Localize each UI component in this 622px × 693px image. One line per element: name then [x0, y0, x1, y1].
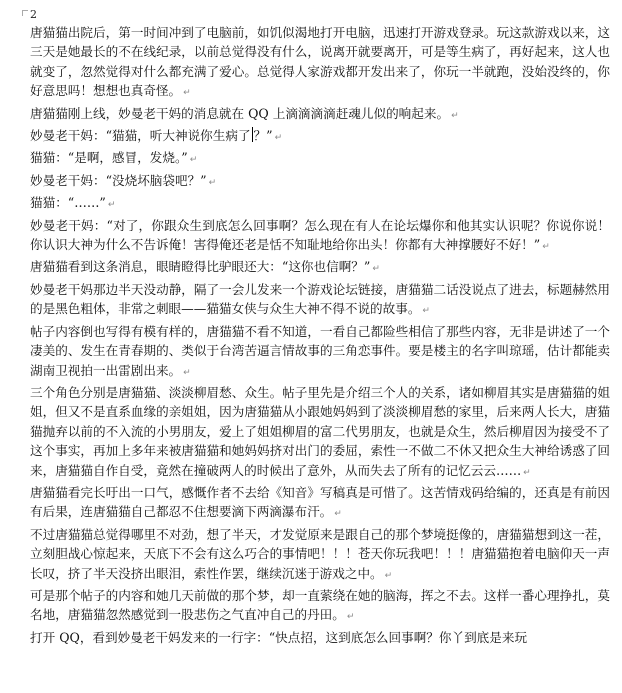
paragraph-mark-icon: ↵: [422, 306, 430, 317]
paragraph-text: 唐猫猫刚上线，妙曼老干妈的消息就在 QQ 上滴滴滴滴赶魂儿似的响起来。: [30, 105, 450, 121]
paragraph-mark-icon: ↵: [189, 155, 198, 166]
paragraph-text: 打开 QQ，看到妙曼老干妈发来的一行字：“快点招，这到底怎么回事啊？你丫到底是来玩: [30, 629, 528, 645]
paragraph: [30, 23, 610, 104]
paragraph-mark-icon: ↵: [107, 200, 116, 211]
paragraph: [30, 525, 610, 586]
paragraph: [30, 483, 610, 525]
document-body[interactable]: [30, 23, 610, 647]
paragraph: [30, 280, 610, 322]
paragraph: [30, 628, 610, 647]
paragraph-mark-icon: ↵: [523, 467, 531, 478]
paragraph: [30, 216, 610, 258]
paragraph-text: 帖子内容倒也写得有模有样的，唐猫猫不看不知道，一看自己都险些相信了那些内容，无非是讲述了一个凄美的、发生在青春期的、类似于台湾苦逼言情故事的三角恋事件。要是楼主的名字叫琼瑶，估计都能卖湖南卫视拍一出雷剧出来。: [30, 323, 610, 378]
paragraph-text: 妙曼老干妈：“猫猫，听大神说你生病了: [30, 128, 251, 144]
paragraph-text: 唐猫猫看到这条消息，眼睛瞪得比驴眼还大：“这你也信啊？”: [30, 259, 371, 275]
paragraph: [30, 257, 610, 279]
paragraph-text: 可是那个帖子的内容和她几天前做的那个梦，却一直萦绕在她的脑海，挥之不去。这样一番心理挣扎，莫名地，唐猫猫忽然感觉到一股悲伤之气直冲自己的丹田。: [30, 587, 610, 623]
paragraph-text: 猫猫：“……”: [30, 195, 106, 211]
paragraph: [30, 104, 610, 126]
paragraph-text: 唐猫猫出院后，第一时间冲到了电脑前，如饥似渴地打开电脑，迅速打开游戏登录。玩这款游戏以来，这三天是她最长的不在线纪录，以前总觉得没有什么，说离开就要离开，可是等生病了，再好起来，这人也就变了，忽然觉得对什么都充满了爱心。总觉得人家游戏都开发出来了，你玩一半就跑，没始没终的，你好意思吗！想想也真奇怪。: [30, 25, 610, 99]
paragraph-text: 唐猫猫看完长吁出一口气，感慨作者不去给《知音》写稿真是可惜了。这苦情戏码给编的，还真是有前因有后果，连唐猫猫自己都忍不住想要滴下两滴瀑布汗。: [30, 484, 610, 520]
paragraph: [30, 322, 610, 383]
page-number: 2: [30, 8, 37, 21]
paragraph-text: 妙曼老干妈：“对了，你跟众生到底怎么回事啊？怎么现在有人在论坛爆你和他其实认识呢？你说你说！你认识大神为什么不告诉俺！害得俺还老是恬不知耻地给你出头！你都有大神撑腰好不好！”: [30, 217, 610, 253]
paragraph-mark-icon: ↵: [451, 110, 459, 121]
paragraph-mark-icon: ↵: [542, 242, 550, 253]
paragraph-mark-icon: ↵: [372, 264, 380, 275]
paragraph-mark-icon: ↵: [183, 88, 191, 99]
text-cursor: [252, 127, 253, 142]
paragraph-mark-icon: ↵: [334, 509, 342, 520]
paragraph: [30, 193, 610, 215]
paragraph-mark-icon: ↵: [346, 612, 355, 623]
paragraph-mark-icon: ↵: [274, 133, 283, 144]
margin-corner-mark: [22, 10, 28, 16]
paragraph-text: 妙曼老干妈：“没烧坏脑袋吧？”: [30, 172, 207, 188]
paragraph-text: 妙曼老干妈那边半天没动静，隔了一会儿发来一个游戏论坛链接，唐猫猫二话没说点了进去，标题赫然用的是黑色粗体，非常之刺眼——猫猫女侠与众生大神不得不说的故事。: [30, 281, 610, 317]
paragraph-mark-icon: ↵: [183, 367, 191, 378]
paragraph-text-tail: ？”: [253, 128, 273, 144]
paragraph-mark-icon: ↵: [384, 570, 393, 581]
paragraph: [30, 171, 610, 193]
paragraph: [30, 126, 610, 148]
paragraph-text: 不过唐猫猫总觉得哪里不对劲，想了半天，才发觉原来是跟自己的那个梦境挺像的，唐猫猫想到这一茬，立刻胆战心惊起来，天底下不会有这么巧合的事情吧！！！苍天你玩我吧！！！唐猫猫抱着电脑仰天一声长叹，挤了半天没挤出眼泪，索性作罢，继续沉迷于游戏之中。: [30, 526, 610, 581]
paragraph-text: 三个角色分别是唐猫猫、淡淡柳眉愁、众生。帖子里先是介绍三个人的关系，诸如柳眉其实是唐猫猫的姐姐，但又不是直系血缘的亲姐姐，因为唐猫猫从小跟她妈妈到了淡淡柳眉愁的家里，后来两人长大，唐猫猫抛弃以前的不入流的小男朋友，爱上了姐姐柳眉的富二代男朋友，也就是众生，然后柳眉因为接受不了这个事实，再加上多年来被唐猫猫和她妈妈挤对出门的委屈，索性一不做二不休又把众生大神给诱惑了回来，唐猫猫自作自受，竟然在撞破两人的时候出了意外，从而失去了所有的记忆云云……: [30, 384, 610, 478]
paragraph: [30, 586, 610, 628]
paragraph-mark-icon: ↵: [208, 177, 217, 188]
paragraph-text: 猫猫：“是啊，感冒，发烧。”: [30, 150, 188, 166]
paragraph: [30, 383, 610, 483]
paragraph: [30, 148, 610, 170]
